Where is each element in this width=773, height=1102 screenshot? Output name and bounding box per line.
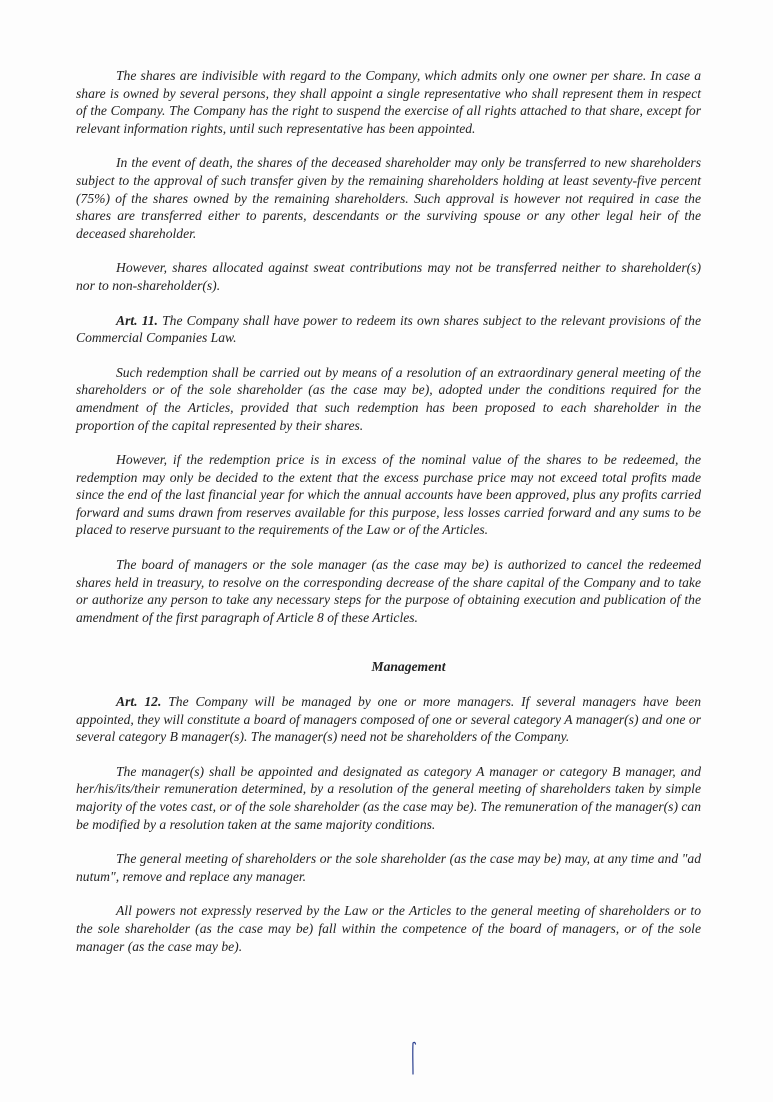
- article-12-label: Art. 12.: [116, 694, 162, 710]
- paragraph-sweat-shares: However, shares allocated against sweat contributions may not be transferred neither to shareholder(s) nor to non-shareholder(s).: [76, 260, 701, 293]
- paragraph-cancel-shares: The board of managers or the sole manager (as the case may be) is authorized to cancel the redeemed shares held in treasury, to resolve on the corresponding decrease of the share capital of the Company and to take or authorize any person to take any necessary steps for the purpose of obtaining execution and publication of the amendment of the first paragraph of Article 8 of these Articles.: [76, 557, 701, 625]
- article-12-text: The Company will be managed by one or more managers. If several managers have been appointed, they will constitute a board of managers composed of one or several category A manager(s) and one or several category B manager(s). The manager(s) need not be shareholders of the Company.: [76, 694, 701, 745]
- paragraph-share-indivisibility: The shares are indivisible with regard to the Company, which admits only one owner per share. In case a share is owned by several persons, they shall appoint a single representative who shall represent them in respect of the Company. The Company has the right to suspend the exercise of all rights attached to that share, except for relevant information rights, until such representative has been appointed.: [76, 68, 701, 136]
- article-12: [76, 693, 701, 746]
- paragraph-death-transfer: In the event of death, the shares of the deceased shareholder may only be transferred to new shareholders subject to the approval of such transfer given by the remaining shareholders holding at least seventy-five percent (75%) of the shares owned by the remaining shareholders. Such approval is however not required in case the shares are transferred either to parents, descendants or the surviving spouse or any other legal heir of the deceased shareholder.: [76, 155, 701, 241]
- paragraph-redemption-resolution: Such redemption shall be carried out by means of a resolution of an extraordinary general meeting of the shareholders or of the sole shareholder (as the case may be), adopted under the conditions required for the amendment of the Articles, provided that such redemption has been proposed to each shareholder in the proportion of the capital represented by their shares.: [76, 364, 701, 433]
- paragraph-board-powers: All powers not expressly reserved by the Law or the Articles to the general meeting of shareholders or to the sole shareholder (as the case may be) fall within the competence of the board of managers, or of the sole manager (as the case may be).: [76, 903, 701, 954]
- section-heading-management: Management: [371, 659, 446, 675]
- paragraph-manager-removal: The general meeting of shareholders or the sole shareholder (as the case may be) may, at any time and "ad nutum", remove and replace any manager.: [76, 851, 701, 884]
- article-11-text: The Company shall have power to redeem its own shares subject to the relevant provisions of the Commercial Companies Law.: [76, 312, 701, 346]
- document-body: [76, 67, 701, 972]
- handwritten-initial-mark: [409, 1040, 417, 1076]
- paragraph-redemption-price: However, if the redemption price is in excess of the nominal value of the shares to be redeemed, the redemption may only be decided to the extent that the excess purchase price may not exceed total profits made since the end of the last financial year for which the annual accounts have been approved, plus any profits carried forward and sums drawn from reserves available for this purpose, less losses carried forward and any sums to be placed to reserve pursuant to the requirements of the Law or of the Articles.: [76, 452, 701, 538]
- article-11: [76, 312, 701, 347]
- article-11-label: Art. 11.: [116, 312, 158, 328]
- paragraph-manager-appointment: The manager(s) shall be appointed and designated as category A manager or category B manager, and her/his/its/their remuneration determined, by a resolution of the general meeting of shareholders taken by simple majority of the votes cast, or of the sole shareholder (as the case may be). The remuneration of the manager(s) can be modified by a resolution taken at the same majority conditions.: [76, 763, 701, 832]
